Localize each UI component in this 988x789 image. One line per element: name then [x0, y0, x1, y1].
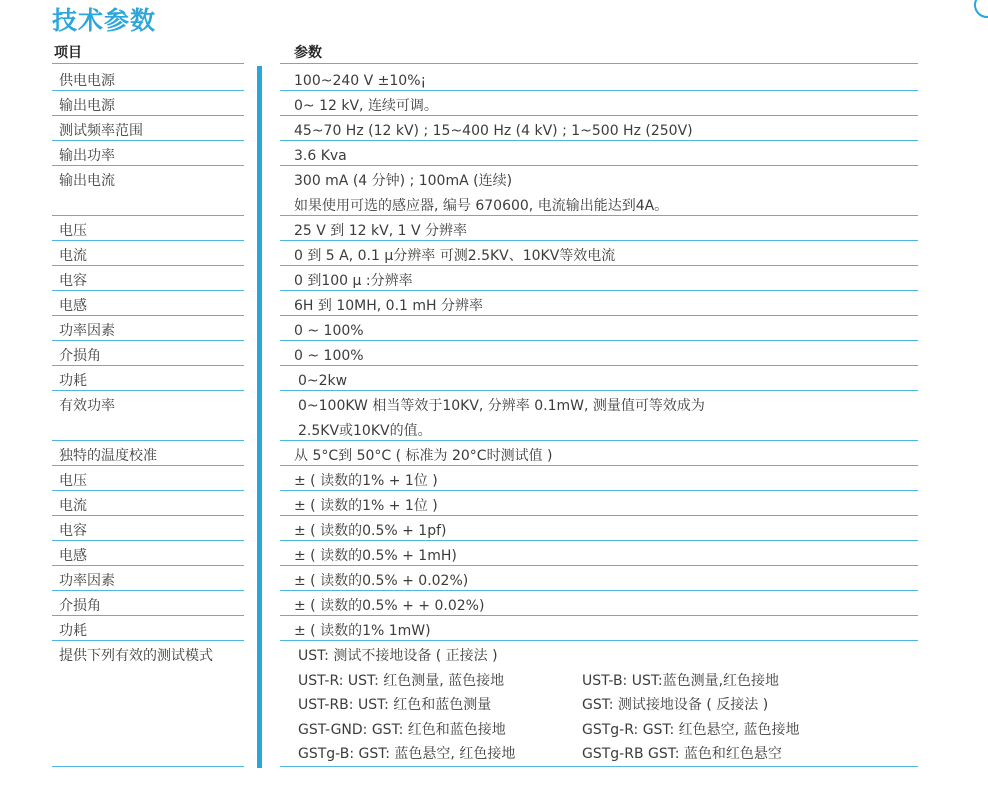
mode-item: GSTg-B: GST: 蓝色悬空, 红色接地 [298, 746, 516, 762]
row-divider-left [52, 390, 244, 391]
row-divider-right [280, 165, 918, 166]
row-divider-right [280, 340, 918, 341]
mode-item: UST: 测试不接地设备 ( 正接法 ) [298, 648, 498, 664]
row-label: 输出电源 [59, 98, 115, 114]
row-value: 25 V 到 12 kV, 1 V 分辨率 [294, 223, 467, 239]
row-divider-right [280, 315, 918, 316]
row-divider-right [280, 140, 918, 141]
row-value: ± ( 读数的0.5% + 0.02%) [294, 573, 469, 589]
row-value: ± ( 读数的0.5% + 1pf) [294, 523, 447, 539]
column-separator-bar [257, 66, 262, 768]
row-divider-left [52, 115, 244, 116]
row-value: ± ( 读数的1% 1mW) [294, 623, 431, 639]
row-label: 输出功率 [59, 148, 115, 164]
row-value: ± ( 读数的1% + 1位 ) [294, 473, 438, 489]
row-label: 电压 [59, 223, 87, 239]
row-divider-right [280, 565, 918, 566]
row-label: 功耗 [59, 373, 87, 389]
row-label: 电容 [59, 273, 87, 289]
row-label: 电感 [59, 548, 87, 564]
row-divider-left [52, 90, 244, 91]
row-value: 100~240 V ±10%¡ [294, 73, 427, 89]
page-title: 技术参数 [52, 6, 157, 35]
bottom-divider-left [52, 766, 244, 767]
row-divider-left [52, 590, 244, 591]
row-value: 0~2kw [298, 373, 348, 389]
row-value: 0~ 12 kV, 连续可调。 [294, 98, 438, 114]
row-divider-left [52, 290, 244, 291]
mode-item: UST-R: UST: 红色测量, 蓝色接地 [298, 672, 505, 689]
modes-label: 提供下列有效的测试模式 [59, 648, 213, 664]
row-value: 0~100KW 相当等效于10KV, 分辨率 0.1mW, 测量值可等效成为 [298, 398, 705, 414]
row-value: 如果使用可选的感应器, 编号 670600, 电流输出能达到4A。 [294, 198, 669, 214]
row-divider-left [52, 640, 244, 641]
row-value: ± ( 读数的1% + 1位 ) [294, 498, 438, 514]
row-divider-right [280, 90, 918, 91]
row-value: ± ( 读数的0.5% + 1mH) [294, 548, 457, 564]
row-value: 从 5°C到 50°C ( 标准为 20°C时测试值 ) [294, 448, 553, 464]
row-divider-left [52, 440, 244, 441]
header-divider-left [52, 63, 244, 64]
row-divider-right [280, 615, 918, 616]
row-divider-right [280, 540, 918, 541]
header-item: 项目 [54, 45, 82, 61]
decorative-arc [974, 0, 988, 18]
row-label: 功率因素 [59, 323, 115, 339]
row-label: 电流 [59, 248, 87, 264]
mode-item: GSTg-RB GST: 蓝色和红色悬空 [582, 746, 782, 762]
row-divider-left [52, 565, 244, 566]
row-divider-right [280, 290, 918, 291]
row-divider-left [52, 240, 244, 241]
row-label: 电感 [59, 298, 87, 314]
row-divider-left [52, 340, 244, 341]
mode-item: GST: 测试接地设备 ( 反接法 ) [582, 697, 769, 713]
row-label: 电流 [59, 498, 87, 514]
row-value: 2.5KV或10KV的值。 [298, 423, 432, 439]
row-divider-left [52, 265, 244, 266]
header-divider-right [280, 63, 918, 64]
row-label: 介损角 [59, 348, 101, 364]
row-label: 输出电流 [59, 173, 115, 189]
row-divider-left [52, 540, 244, 541]
row-value: 0 到100 μ :分辨率 [294, 273, 413, 289]
row-divider-right [280, 590, 918, 591]
row-divider-right [280, 265, 918, 266]
row-divider-left [52, 365, 244, 366]
mode-item: GSTg-R: GST: 红色悬空, 蓝色接地 [582, 721, 800, 738]
bottom-divider-right [280, 766, 918, 767]
row-divider-right [280, 390, 918, 391]
row-value: 300 mA (4 分钟) ; 100mA (连续) [294, 173, 513, 189]
row-divider-left [52, 615, 244, 616]
row-divider-right [280, 640, 918, 641]
row-label: 供电电源 [59, 73, 115, 89]
row-divider-right [280, 465, 918, 466]
row-divider-right [280, 240, 918, 241]
row-divider-left [52, 515, 244, 516]
mode-item: GST-GND: GST: 红色和蓝色接地 [298, 721, 506, 738]
row-label: 电压 [59, 473, 87, 489]
row-label: 功率因素 [59, 573, 115, 589]
mode-item: UST-RB: UST: 红色和蓝色测量 [298, 697, 492, 713]
row-value: 0 到 5 A, 0.1 μ分辨率 可测2.5KV、10KV等效电流 [294, 248, 616, 264]
row-label: 功耗 [59, 623, 87, 639]
row-divider-left [52, 315, 244, 316]
row-divider-right [280, 365, 918, 366]
row-label: 独特的温度校准 [59, 448, 157, 464]
row-divider-left [52, 465, 244, 466]
row-value: 6H 到 10MH, 0.1 mH 分辨率 [294, 298, 483, 314]
row-divider-right [280, 115, 918, 116]
row-divider-left [52, 140, 244, 141]
row-divider-left [52, 490, 244, 491]
row-divider-right [280, 515, 918, 516]
mode-item: UST-B: UST:蓝色测量,红色接地 [582, 672, 780, 689]
row-value: 0 ~ 100% [294, 348, 364, 364]
row-divider-right [280, 215, 918, 216]
row-label: 有效功率 [59, 398, 115, 414]
row-divider-left [52, 215, 244, 216]
row-value: ± ( 读数的0.5% + + 0.02%) [294, 598, 485, 614]
row-divider-right [280, 490, 918, 491]
row-value: 45~70 Hz (12 kV) ; 15~400 Hz (4 kV) ; 1~500 Hz (250V) [294, 123, 693, 139]
header-param: 参数 [294, 45, 322, 61]
row-divider-right [280, 440, 918, 441]
row-divider-left [52, 165, 244, 166]
row-value: 3.6 Kva [294, 148, 347, 164]
row-label: 电容 [59, 523, 87, 539]
row-label: 测试频率范围 [59, 123, 143, 139]
row-value: 0 ~ 100% [294, 323, 364, 339]
row-label: 介损角 [59, 598, 101, 614]
